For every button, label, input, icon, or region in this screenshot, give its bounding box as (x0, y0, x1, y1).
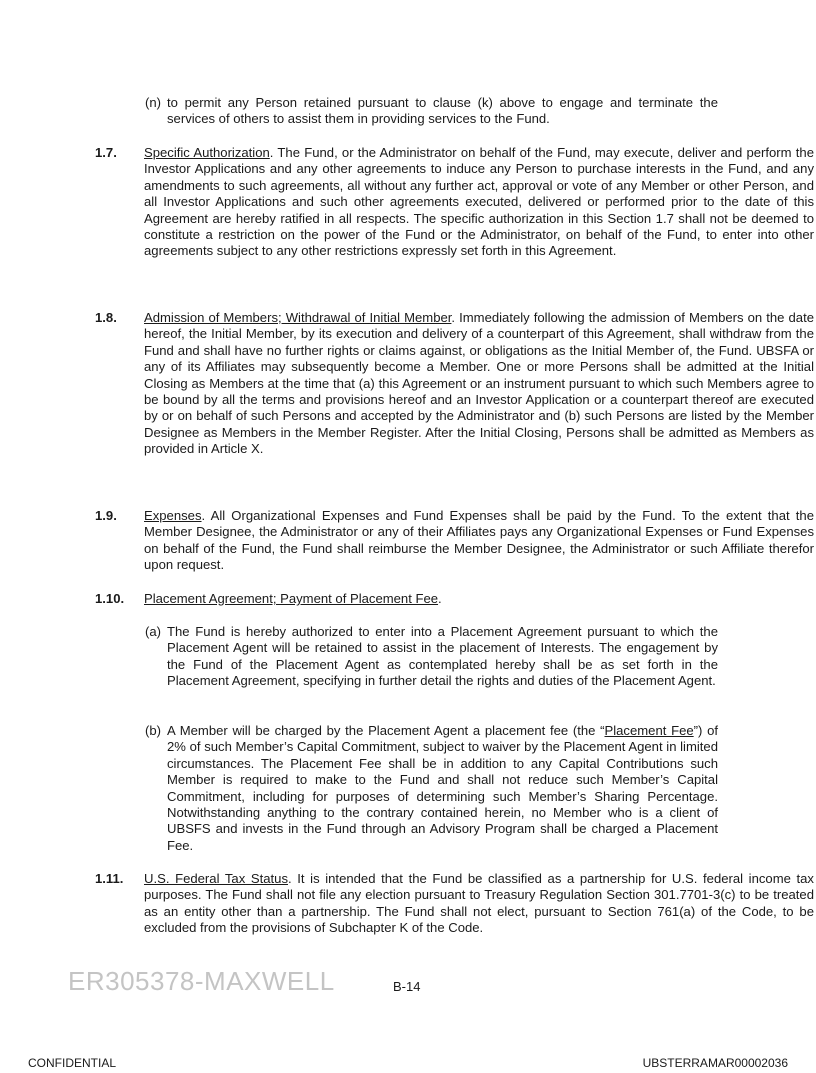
section-text: . The Fund, or the Administrator on behalf of the Fund, may execute, deliver and perform the Investor Applications and any other agreements to induce any Person to purchase interests in the Fund, and any amendments to such agreements, all without any further act, approval or vote of any Member or other Person, and all Investor Applications and such other agreements executed, delivered or performed prior to the date of this Agreement are hereby ratified in all respects. The specific authorization in this Section 1.7 shall not be deemed to constitute a restriction on the power of the Fund or the Administrator, on behalf of the Fund, to enter into other agreements subject to any other restrictions expressly set forth in this Agreement. (144, 145, 814, 259)
section-heading: Admission of Members; Withdrawal of Initial Member (144, 310, 452, 325)
section-body (144, 310, 814, 458)
section-body (144, 591, 814, 607)
section-heading: Expenses (144, 508, 202, 523)
item-label: (a) (145, 624, 162, 639)
section-number: 1.10. (95, 591, 125, 606)
list-item-b (145, 723, 718, 854)
section-heading: U.S. Federal Tax Status (144, 871, 288, 886)
section-body (144, 871, 814, 937)
section-text: . (438, 591, 442, 606)
list-item-a (145, 624, 718, 690)
confidential-label: CONFIDENTIAL (28, 1056, 117, 1070)
section-body (144, 508, 814, 574)
section-text: . All Organizational Expenses and Fund Expenses shall be paid by the Fund. To the extent that the Member Designee, the Administrator or any of their Affiliates pays any Organizational Expenses or Fund Expenses on behalf of the Fund, the Fund shall reimburse the Member Designee, the Administrator or such Affiliate therefor upon request. (144, 508, 814, 573)
bates-number: UBSTERRAMAR00002036 (642, 1056, 788, 1070)
list-item-n (145, 95, 718, 128)
item-text-before: A Member will be charged by the Placement Agent a placement fee (the “ (167, 723, 605, 738)
item-text (167, 723, 718, 853)
exhibit-stamp: ER305378-MAXWELL (68, 966, 335, 996)
item-text-after: ”) of 2% of such Member’s Capital Commitment, subject to waiver by the Placement Agent in limited circumstances. The Placement Fee shall be in addition to any Capital Contributions such Member is required to make to the Fund and shall not reduce such Member’s Capital Commitment, including for purposes of determining such Member’s Sharing Percentage. Notwithstanding anything to the contrary contained herein, no Member who is a client of UBSFS and invests in the Fund through an Advisory Program shall be charged a Placement Fee. (167, 723, 718, 853)
section-number: 1.7. (95, 145, 117, 160)
section-body (144, 145, 814, 260)
section-number: 1.8. (95, 310, 117, 325)
item-label: (b) (145, 723, 162, 738)
section-heading: Placement Agreement; Payment of Placement Fee (144, 591, 439, 606)
item-text: The Fund is hereby authorized to enter into a Placement Agreement pursuant to which the Placement Agent will be retained to assist in the placement of Interests. The engagement by the Fund of the Placement Agent as contemplated hereby shall be as set forth in the Placement Agreement, specifying in further detail the rights and duties of the Placement Agent. (167, 624, 718, 689)
item-label: (n) (145, 95, 162, 110)
page-number: B-14 (393, 979, 421, 994)
defined-term: Placement Fee (604, 723, 694, 738)
section-text: . It is intended that the Fund be classified as a partnership for U.S. federal income tax purposes. The Fund shall not file any election pursuant to Treasury Regulation Section 301.7701-3(c) to be treated as an entity other than a partnership. The Fund shall not elect, pursuant to Section 761(a) of the Code, to be excluded from the provisions of Subchapter K of the Code. (144, 871, 814, 936)
section-number: 1.9. (95, 508, 117, 523)
item-text: to permit any Person retained pursuant to clause (k) above to engage and terminate the services of others to assist them in providing services to the Fund. (167, 95, 718, 127)
section-heading: Specific Authorization (144, 145, 270, 160)
section-number: 1.11. (95, 871, 124, 886)
section-text: . Immediately following the admission of Members on the date hereof, the Initial Member, by its execution and delivery of a counterpart of this Agreement, shall withdraw from the Fund and shall have no further rights or claims against, or obligations as the Initial Member of, the Fund. UBSFA or any of its Affiliates may subsequently become a Member. One or more Persons shall be admitted at the Initial Closing as Members at the time that (a) this Agreement or an instrument pursuant to which such Members agree to be bound by all the terms and provisions hereof and an Investor Application or a counterpart thereof are executed by or on behalf of such Persons and accepted by the Administrator and (b) such Persons are listed by the Member Designee as Members in the Member Register. After the Initial Closing, Persons shall be admitted as Members as provided in Article X. (144, 310, 814, 457)
